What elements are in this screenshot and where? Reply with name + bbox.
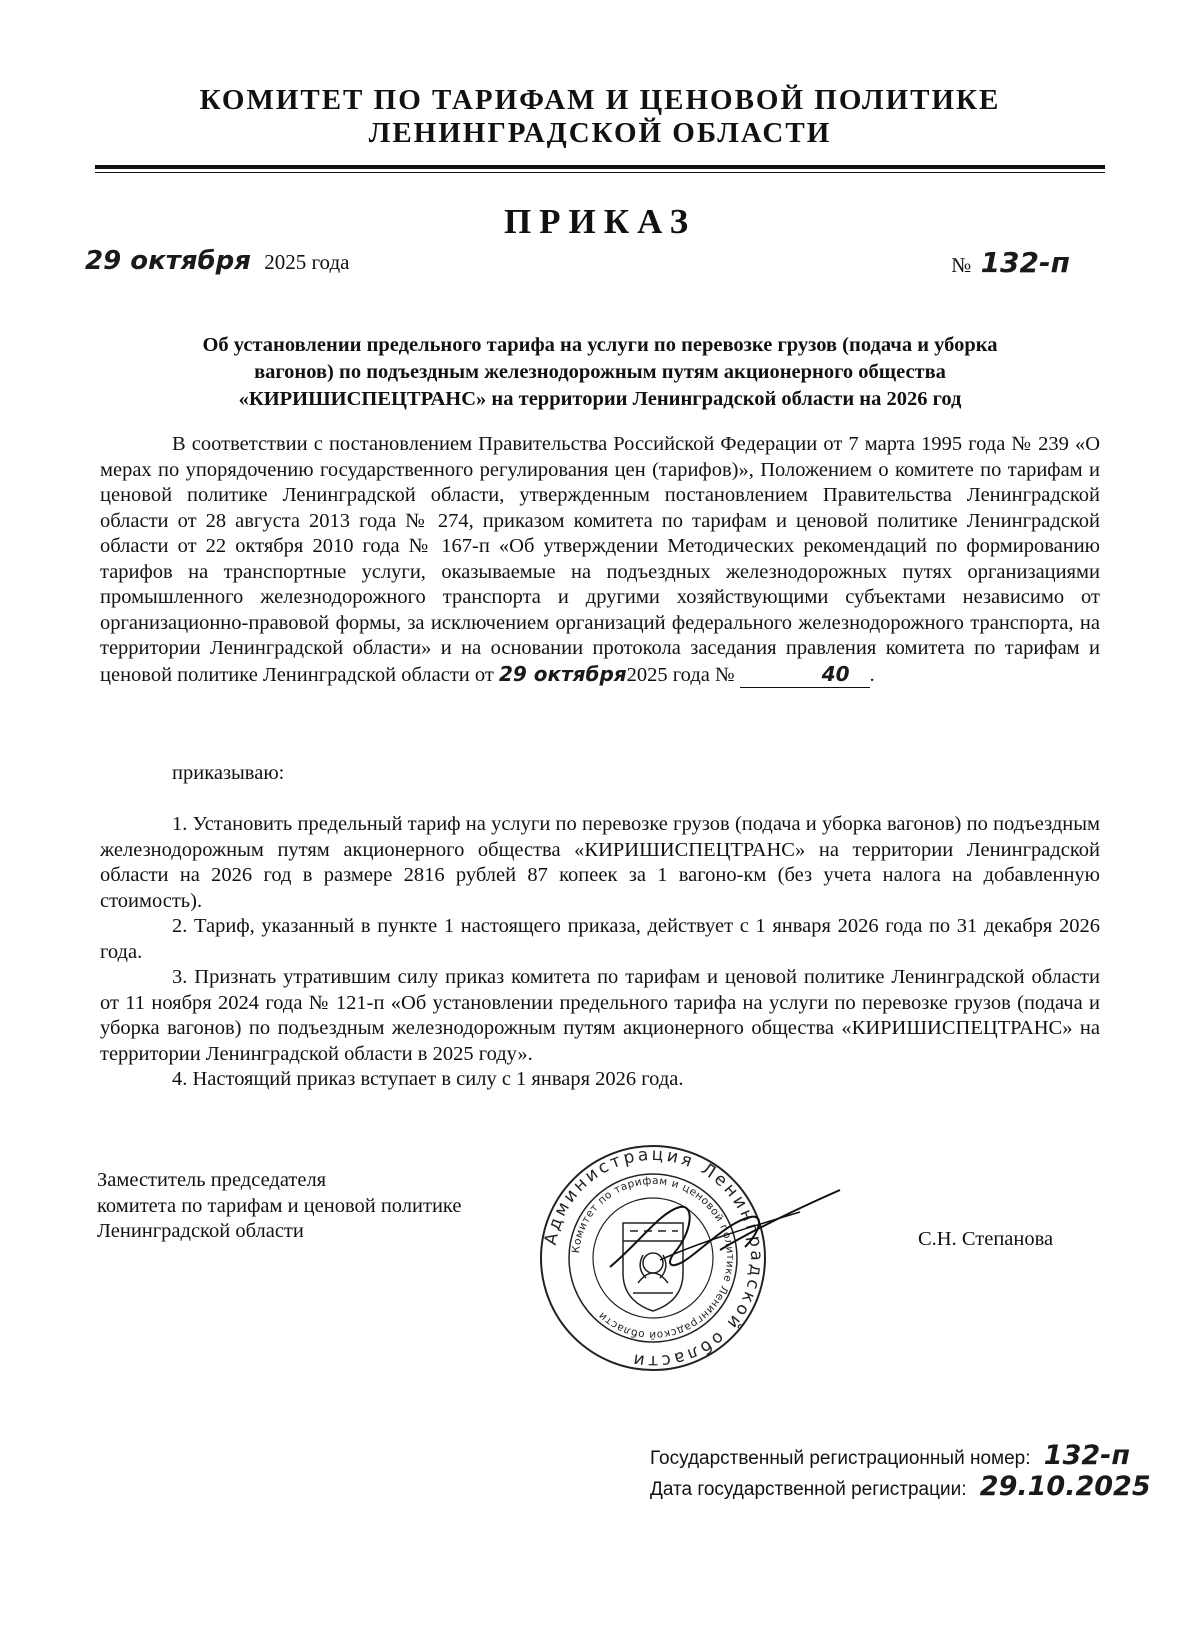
org-line-2: ЛЕНИНГРАДСКОЙ ОБЛАСТИ <box>368 117 832 149</box>
header-rule-thin <box>95 172 1105 173</box>
order-item-3: 3. Признать утратившим силу приказ комитета по тарифам и ценовой политике Ленинградской области от 11 ноября 2024 года № 121-п «Об установлении предельного тарифа на услуги по перевозке грузов (подача и уборка вагонов) по подъездным железнодорожным путям акционерного общества «КИРИШИСПЕЦТРАНС» на территории Ленинградской области в 2025 году». <box>100 966 1100 1065</box>
order-items <box>100 812 1100 1093</box>
preamble-end: . <box>869 663 875 686</box>
order-item-4: 4. Настоящий приказ вступает в силу с 1 января 2026 года. <box>172 1068 684 1090</box>
seal-inner-text: Комитет по тарифам и ценовой политике Ленинградской области <box>570 1174 737 1342</box>
handwritten-date: 29 октября <box>85 246 251 276</box>
org-line-1: КОМИТЕТ ПО ТАРИФАМ И ЦЕНОВОЙ ПОЛИТИКЕ <box>199 84 1001 116</box>
registration-date-label: Дата государственной регистрации: <box>650 1479 967 1500</box>
title-line-2: вагонов) по подъездным железнодорожным путям акционерного общества <box>254 361 946 383</box>
order-item-2: 2. Тариф, указанный в пункте 1 настоящего приказа, действует с 1 января 2026 года по 31 декабря 2026 года. <box>100 915 1100 963</box>
organization-header <box>0 84 1200 150</box>
signatory-name: С.Н. Степанова <box>918 1228 1054 1250</box>
preamble-handwritten-number: 40 <box>740 662 870 689</box>
preamble-paragraph <box>100 432 1100 688</box>
preamble-handwritten-date: 29 октября <box>498 661 627 686</box>
handwritten-number: 132-п <box>980 246 1070 279</box>
signatory-position <box>97 1168 461 1245</box>
order-item-1: 1. Установить предельный тариф на услуги по перевозке грузов (подача и уборка вагонов) по подъездным железнодорожным путям акционерного общества «КИРИШИСПЕЦТРАНС» на территории Ленинградской области на 2026 год в размере 2816 рублей 87 копеек за 1 вагоно-км (без учета налога на добавленную стоимость). <box>100 813 1100 912</box>
document-type: ПРИКАЗ <box>503 202 697 241</box>
handwritten-signature <box>600 1172 850 1292</box>
date-year: 2025 года <box>264 250 350 274</box>
header-rule-thick <box>95 165 1105 169</box>
registration-number-label: Государственный регистрационный номер: <box>650 1448 1031 1469</box>
document-number <box>951 246 1070 279</box>
title-line-1: Об установлении предельного тарифа на услуги по перевозке грузов (подача и уборка <box>202 334 998 356</box>
number-prefix: № <box>951 253 972 277</box>
order-word: приказываю: <box>172 762 285 784</box>
document-date <box>85 246 349 276</box>
position-line-2: комитета по тарифам и ценовой политике <box>97 1194 462 1217</box>
preamble-text: В соответствии с постановлением Правительства Российской Федерации от 7 марта 1995 года № 239 «О мерах по упорядочению государственного регулирования цен (тарифов)», Положением о комитете по тарифам и ценовой политике Ленинградской области, утвержденным постановлением Правительства Ленинградской области от 28 августа 2013 года № 274, приказом комитета по тарифам и ценовой политике Ленинградской области от 22 октября 2010 года № 167-п «Об утверждении Методических рекомендаций по формированию тарифов на транспортные услуги, оказываемые на подъездных железнодорожных путях организациями промышленного железнодорожного транспорта и другими хозяйствующими субъектами независимо от организационно-правовой формы, за исключением организаций федерального железнодорожного транспорта, на территории Ленинградской области» и на основании протокола заседания правления комитета по тарифам и ценовой политике Ленинградской области от <box>100 433 1100 686</box>
document-title <box>110 332 1090 413</box>
title-line-3: «КИРИШИСПЕЦТРАНС» на территории Ленинградской области на 2026 год <box>238 388 962 410</box>
seal-outer-text: Администрация Ленинградской области <box>540 1144 767 1372</box>
position-line-1: Заместитель председателя <box>97 1169 327 1191</box>
registration-block <box>650 1442 1151 1504</box>
registration-number-row <box>650 1442 1151 1473</box>
preamble-middle: 2025 года № <box>626 663 735 686</box>
registration-date-row <box>650 1473 1151 1504</box>
position-line-3: Ленинградской области <box>97 1220 304 1242</box>
registration-number-value: 132-п <box>1043 1440 1131 1471</box>
registration-date-value: 29.10.2025 <box>979 1471 1151 1502</box>
